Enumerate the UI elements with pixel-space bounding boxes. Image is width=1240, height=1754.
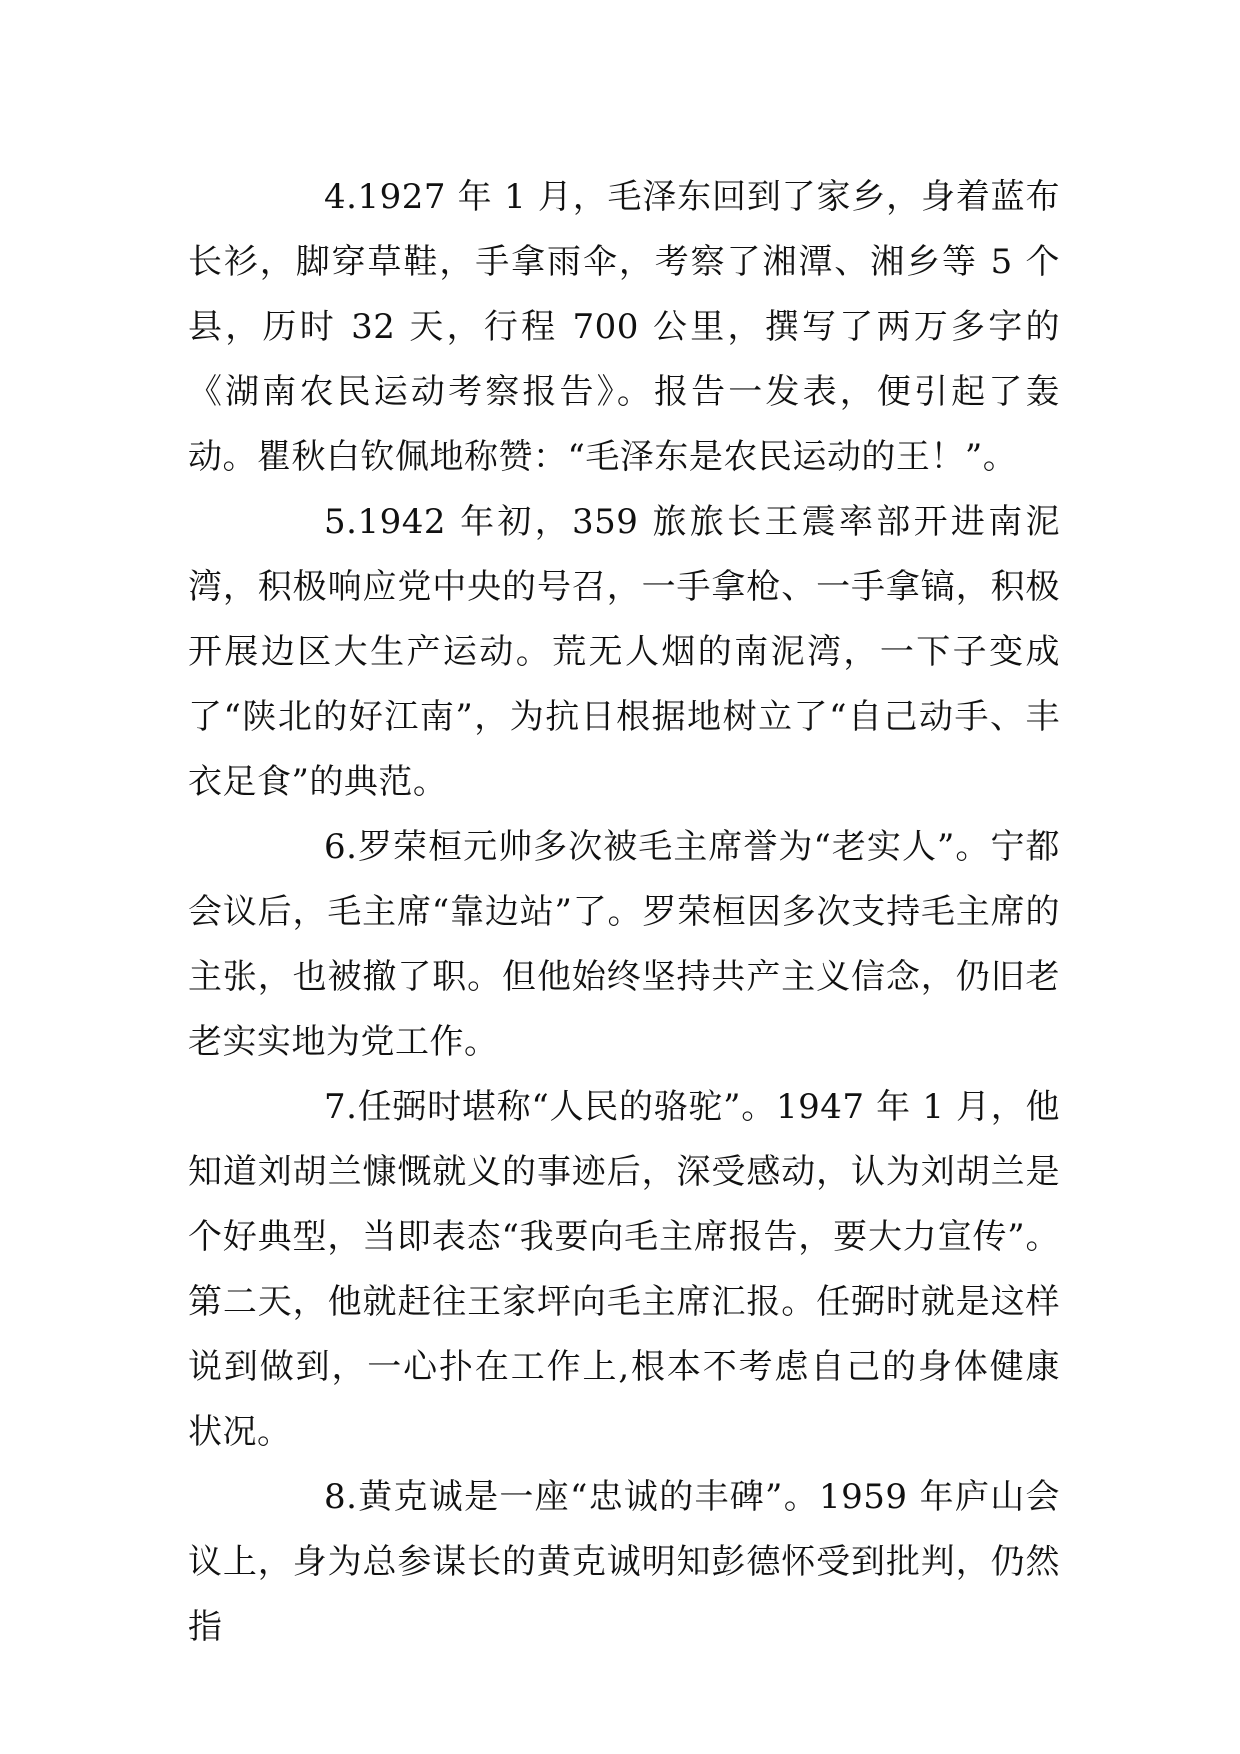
- document-page: [188, 165, 1060, 1660]
- paragraph-text: 1927 年 1 月，毛泽东回到了家乡，身着蓝布长衫，脚穿草鞋，手拿雨伞，考察了湘潭、湘乡等 5 个县，历时 32 天，行程 700 公里，撰写了两万多字的《湖南农民运动考察报告》。报告一发表，便引起了轰动。瞿秋白钦佩地称赞：“毛泽东是农民运动的王！”。: [188, 177, 1060, 477]
- paragraph-number: 6.: [324, 827, 358, 867]
- paragraph-text: 罗荣桓元帅多次被毛主席誉为“老实人”。宁都会议后，毛主席“靠边站”了。罗荣桓因多次支持毛主席的主张，也被撤了职。但他始终坚持共产主义信念，仍旧老老实实地为党工作。: [188, 827, 1060, 1062]
- paragraph-number: 8.: [324, 1477, 358, 1517]
- paragraph-6: [188, 815, 1060, 1075]
- paragraph-8: [188, 1465, 1060, 1660]
- paragraph-number: 7.: [324, 1087, 358, 1127]
- paragraph-7: [188, 1075, 1060, 1465]
- paragraph-text: 任弼时堪称“人民的骆驼”。1947 年 1 月，他知道刘胡兰慷慨就义的事迹后，深受感动，认为刘胡兰是个好典型，当即表态“我要向毛主席报告，要大力宣传”。第二天，他就赶往王家坪向毛主席汇报。任弼时就是这样说到做到，一心扑在工作上,根本不考虑自己的身体健康状况。: [188, 1087, 1060, 1452]
- paragraph-number: 4.: [324, 177, 358, 217]
- paragraph-text: 黄克诚是一座“忠诚的丰碑”。1959 年庐山会议上，身为总参谋长的黄克诚明知彭德怀受到批判，仍然指: [188, 1477, 1060, 1647]
- paragraph-5: [188, 490, 1060, 815]
- paragraph-4: [188, 165, 1060, 490]
- paragraph-number: 5.: [324, 502, 358, 542]
- paragraph-text: 1942 年初，359 旅旅长王震率部开进南泥湾，积极响应党中央的号召，一手拿枪、一手拿镐，积极开展边区大生产运动。荒无人烟的南泥湾，一下子变成了“陕北的好江南”，为抗日根据地树立了“自己动手、丰衣足食”的典范。: [188, 502, 1060, 802]
